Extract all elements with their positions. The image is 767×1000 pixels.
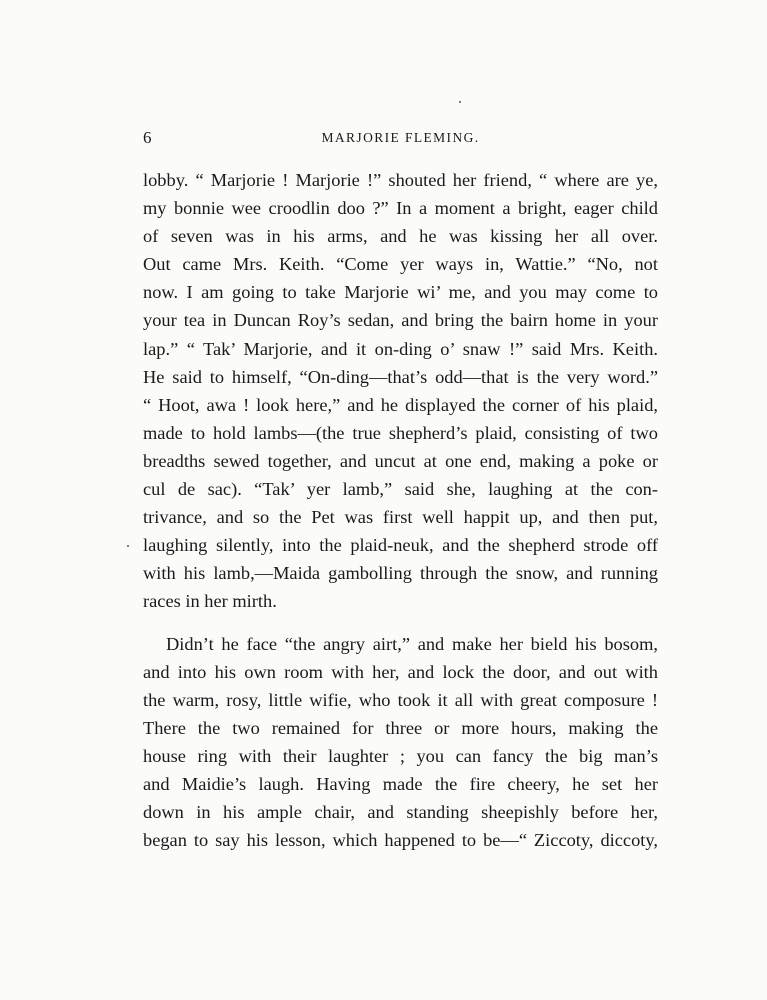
text-line: breadths sewed together, and uncut at one end, making a poke or — [143, 450, 658, 471]
running-title: MARJORIE FLEMING. — [321, 130, 480, 145]
print-speck — [459, 101, 461, 103]
text-line: made to hold lambs—(the true shepherd’s plaid, consisting of two — [143, 422, 658, 443]
text-line: my bonnie wee croodlin doo ?” In a moment a bright, eager child — [143, 198, 658, 219]
text-line: cul de sac). “Tak’ yer lamb,” said she, laughing at the con- — [143, 479, 658, 500]
page-number: 6 — [143, 128, 152, 147]
text-line: He said to himself, “On-ding—that’s odd—that is the very word.” — [143, 366, 658, 387]
text-line: There the two remained for three or more hours, making the — [143, 717, 658, 738]
text-line: began to say his lesson, which happened to be—“ Ziccoty, diccoty, — [143, 830, 658, 851]
text-line: Out came Mrs. Keith. “Come yer ways in, Wattie.” “No, not — [143, 254, 658, 275]
print-speck — [127, 545, 129, 547]
text-line: lap.” “ Tak’ Marjorie, and it on-ding o’ snaw !” said Mrs. Keith. — [143, 338, 658, 359]
text-line: your tea in Duncan Roy’s sedan, and bring the bairn home in your — [143, 310, 658, 331]
paragraph — [143, 166, 658, 616]
text-line: down in his ample chair, and standing sheepishly before her, — [143, 802, 658, 823]
text-line: house ring with their laughter ; you can fancy the big man’s — [143, 745, 658, 766]
text-line: races in her mirth. — [143, 591, 277, 612]
page-header — [143, 128, 658, 152]
text-line: “ Hoot, awa ! look here,” and he displayed the corner of his plaid, — [143, 394, 658, 415]
text-line: with his lamb,—Maida gambolling through the snow, and running — [143, 563, 658, 584]
text-line: now. I am going to take Marjorie wi’ me, and you may come to — [143, 282, 658, 303]
text-line: and Maidie’s laugh. Having made the fire cheery, he set her — [143, 773, 658, 794]
text-line: laughing silently, into the plaid-neuk, and the shepherd strode off — [143, 535, 658, 556]
text-line: trivance, and so the Pet was first well happit up, and then put, — [143, 507, 658, 528]
text-line: the warm, rosy, little wifie, who took it all with great composure ! — [143, 689, 658, 710]
paragraph — [143, 630, 658, 855]
body-text — [143, 166, 658, 854]
text-line: lobby. “ Marjorie ! Marjorie !” shouted her friend, “ where are ye, — [143, 170, 658, 190]
paragraph-gap — [143, 616, 658, 630]
text-line: of seven was in his arms, and he was kissing her all over. — [143, 226, 658, 247]
text-line: Didn’t he face “the angry airt,” and make her bield his bosom, — [166, 633, 658, 654]
text-line: and into his own room with her, and lock the door, and out with — [143, 661, 658, 682]
